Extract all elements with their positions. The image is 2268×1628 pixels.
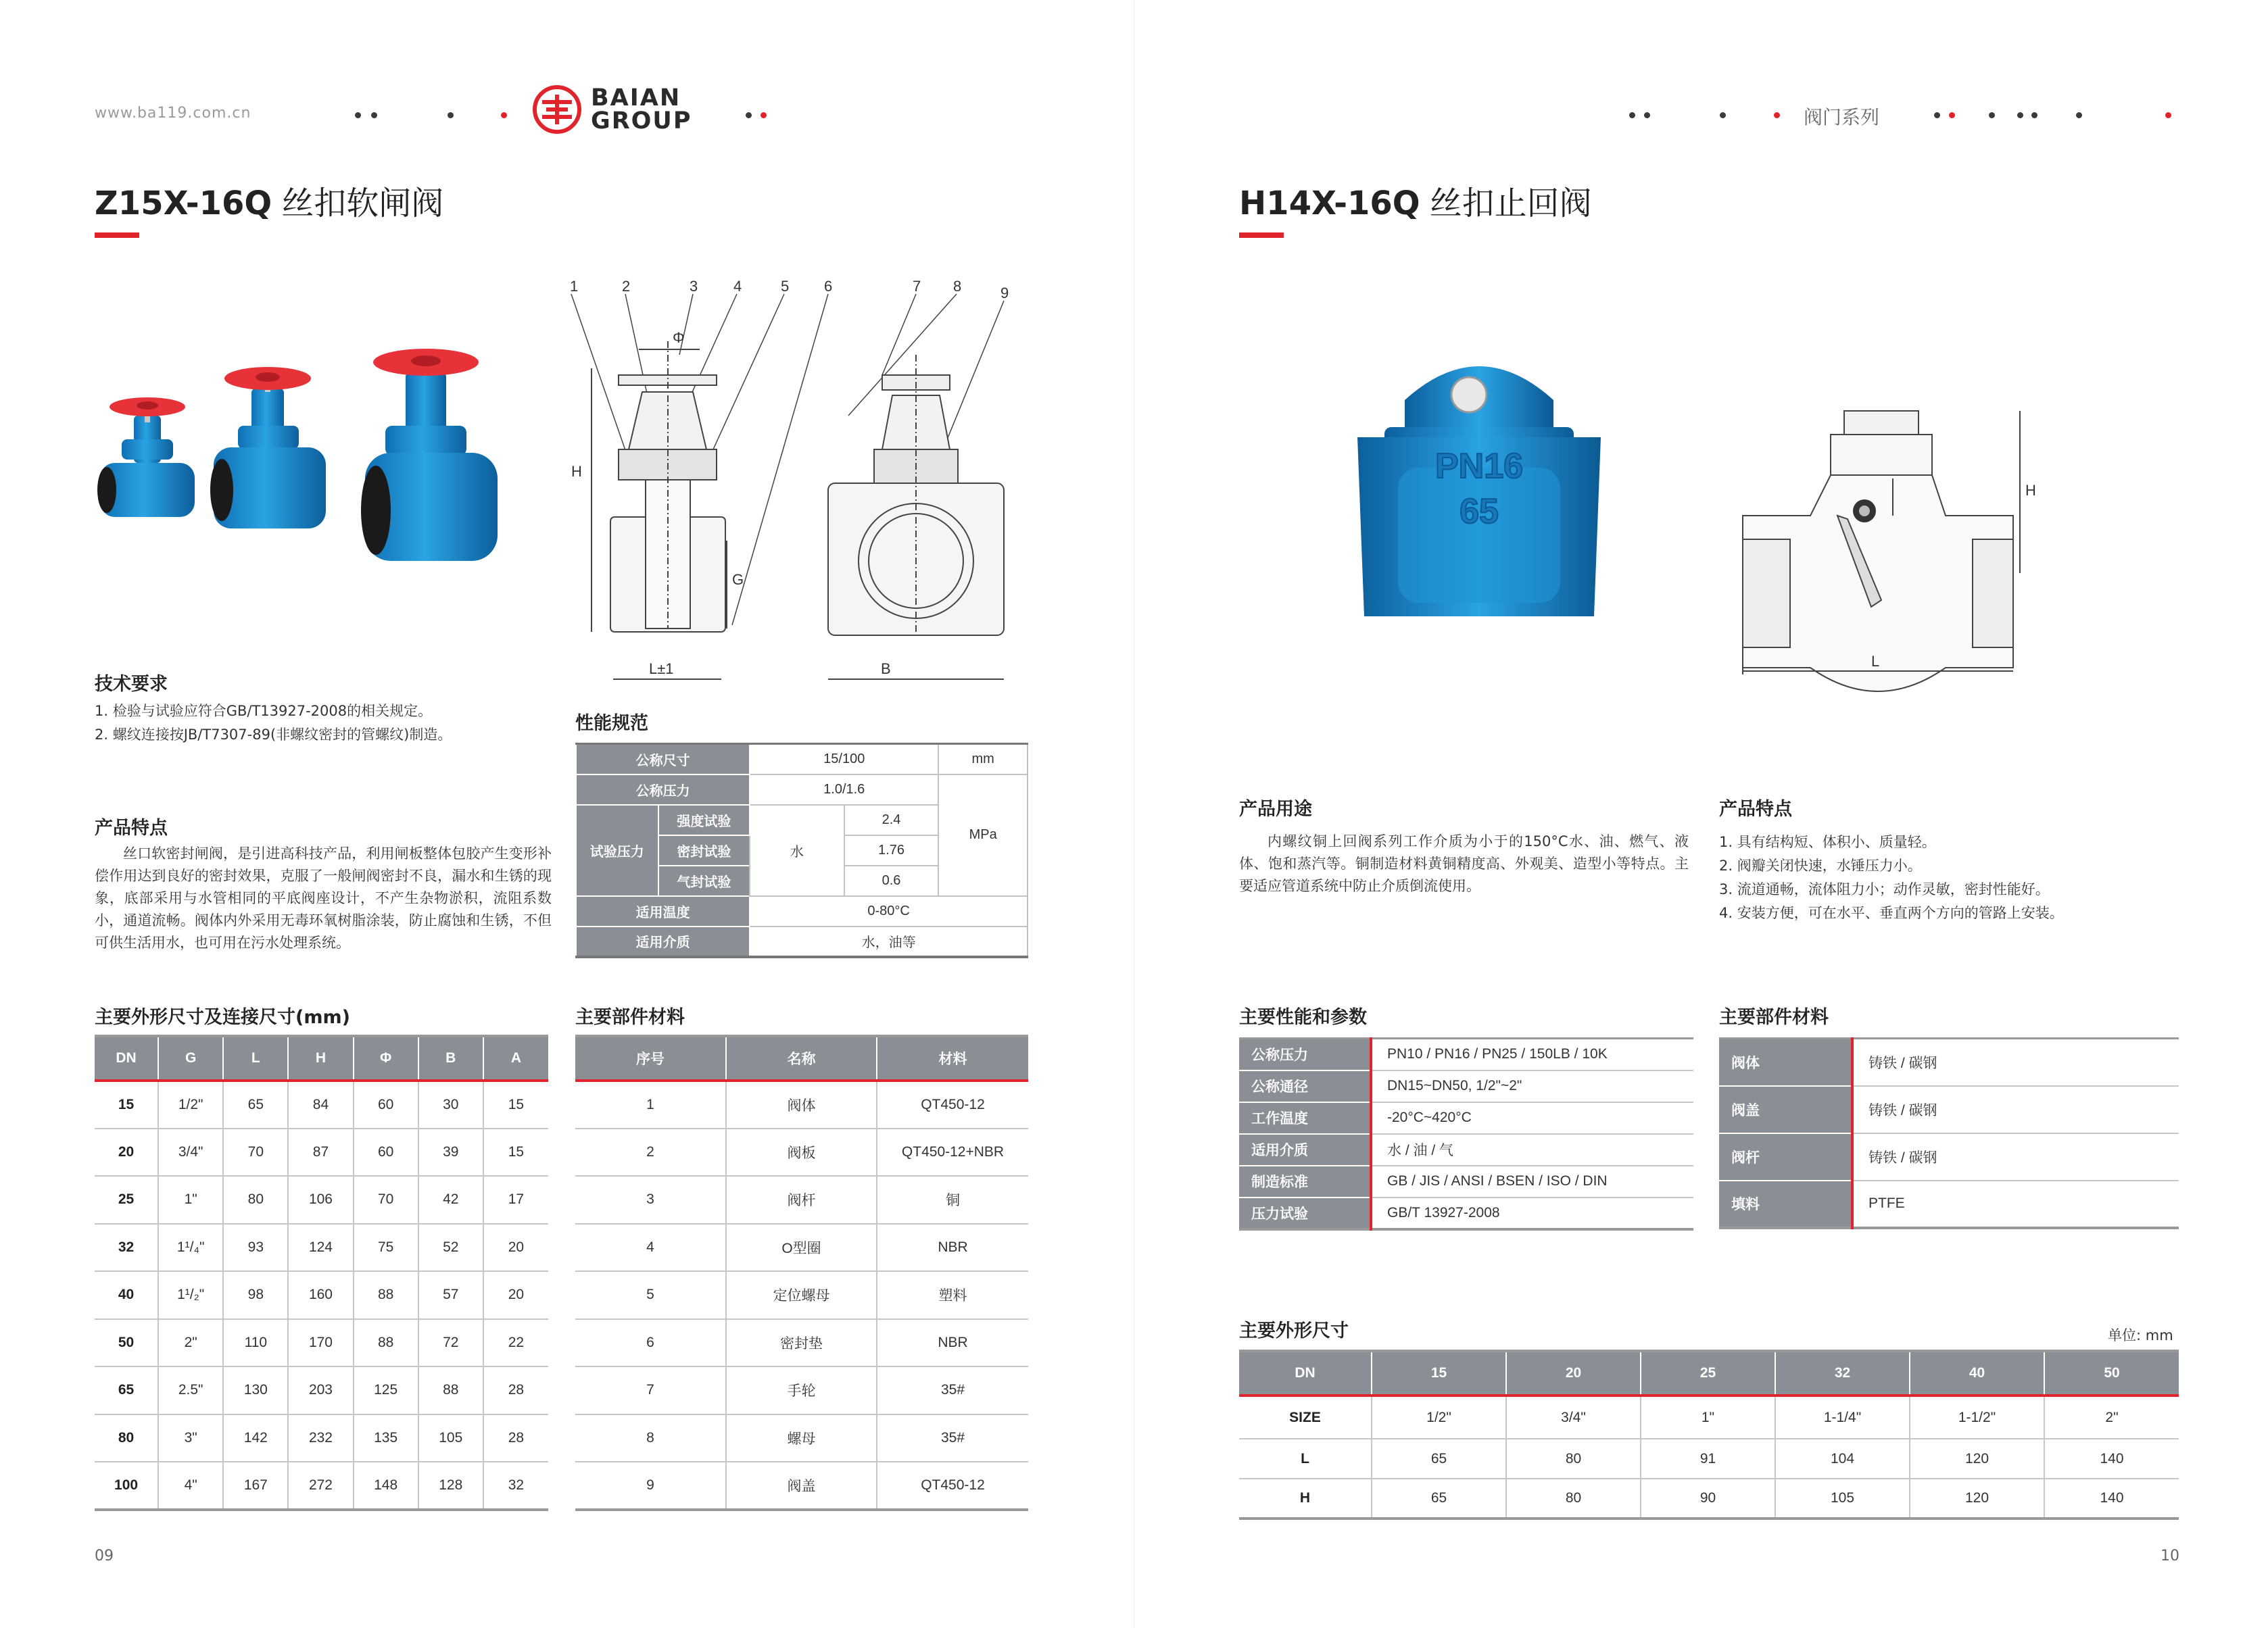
column-header: A	[483, 1036, 548, 1081]
air-test-value: 0.6	[844, 866, 939, 896]
table-row	[95, 1414, 548, 1462]
row-value: 水 / 油 / 气	[1371, 1134, 1693, 1166]
table-cell: 170	[288, 1319, 353, 1367]
table-row	[576, 744, 1028, 774]
baian-logo-icon	[533, 85, 581, 134]
table-cell: 40	[95, 1271, 158, 1319]
callout-5: 5	[781, 278, 790, 295]
table-row	[1719, 1039, 2179, 1086]
table-row	[1239, 1134, 1693, 1166]
callout-7: 7	[913, 278, 921, 295]
table-cell: 阀杆	[726, 1176, 877, 1224]
media-value: 水，油等	[750, 927, 1028, 957]
table-cell: 88	[354, 1271, 418, 1319]
table-cell: 阀盖	[726, 1462, 877, 1510]
row-value: 铸铁 / 碳钢	[1852, 1039, 2179, 1086]
callout-4: 4	[733, 278, 742, 295]
row-value: PN10 / PN16 / PN25 / 150LB / 10K	[1371, 1039, 1693, 1070]
table-cell: 15	[483, 1129, 548, 1177]
header-dot	[2165, 112, 2171, 118]
table-cell: 87	[288, 1129, 353, 1177]
table-cell: 70	[354, 1176, 418, 1224]
table-cell: 148	[354, 1462, 418, 1510]
header-dot	[2076, 112, 2082, 118]
gate-valve-small	[97, 397, 195, 517]
gate-valve-medium	[210, 367, 326, 528]
table-row	[1239, 1479, 2179, 1519]
table-cell: 1-1/4"	[1775, 1396, 1910, 1439]
nominal-size-value: 15/100	[750, 744, 938, 774]
temp-value: 0-80°C	[750, 896, 1028, 927]
column-header: DN	[1239, 1351, 1372, 1396]
tech-line: 2. 螺纹连接按JB/T7307-89(非螺纹密封的管螺纹)制造。	[95, 726, 452, 743]
table-cell: 塑料	[877, 1271, 1028, 1319]
column-header: 20	[1506, 1351, 1641, 1396]
table-cell: 50	[95, 1319, 158, 1367]
tech-list	[95, 699, 554, 747]
params-heading: 主要性能和参数	[1239, 1007, 1367, 1028]
table-cell: H	[1239, 1479, 1372, 1519]
table-cell: QT450-12	[921, 1477, 985, 1493]
table-cell: 32	[508, 1477, 525, 1493]
column-header: 15	[1372, 1351, 1506, 1396]
row-label: 压力试验	[1239, 1198, 1371, 1229]
table-cell: 60	[354, 1081, 418, 1129]
table-cell: 80	[1506, 1479, 1641, 1519]
dim-phi: Φ	[673, 329, 685, 346]
title-underline	[1239, 232, 1284, 238]
header-dot	[1934, 112, 1940, 118]
table-cell: 17	[483, 1176, 548, 1224]
dim-l: L±1	[649, 660, 674, 677]
right-page	[1134, 0, 2268, 1628]
row-label: 制造标准	[1239, 1166, 1371, 1198]
table-cell: 42	[418, 1176, 483, 1224]
brand-line1: BAIAN	[591, 84, 681, 112]
table-cell: 110	[223, 1319, 288, 1367]
usage-text: 内螺纹铜上回阀系列工作介质为小于的150°C水、油、燃气、液体、饱和蒸汽等。铜制造材料黄铜精度高、外观美、造型小等特点。主要适应管道系统中防止介质倒流使用。	[1239, 833, 1689, 894]
table-cell: 72	[418, 1319, 483, 1367]
table-cell: 120	[1910, 1439, 2044, 1479]
header-dot	[1989, 112, 1995, 118]
column-header: DN	[95, 1036, 158, 1081]
table-cell: 定位螺母	[726, 1271, 877, 1319]
temp-label: 适用温度	[576, 896, 750, 927]
table-cell: 28	[483, 1414, 548, 1462]
column-header: 名称	[726, 1036, 877, 1081]
table-cell: 128	[418, 1462, 483, 1510]
table-cell: 9	[575, 1462, 726, 1510]
table-cell: 93	[223, 1224, 288, 1272]
usage-heading: 产品用途	[1239, 799, 1312, 820]
table-cell: 124	[288, 1224, 353, 1272]
row-value: GB/T 13927-2008	[1387, 1204, 1500, 1220]
table-cell: NBR	[877, 1224, 1028, 1272]
header-dot	[1949, 112, 1955, 118]
header-dot	[501, 112, 507, 118]
nominal-size-unit: mm	[938, 744, 1028, 774]
table-cell: 39	[418, 1129, 483, 1177]
callout-8: 8	[953, 278, 962, 295]
dim-g: G	[732, 571, 744, 588]
callout-3: 3	[690, 278, 698, 295]
table-row	[575, 1414, 1028, 1462]
series-label[interactable]: 阀门系列	[1804, 106, 1880, 128]
nominal-pressure-label: 公称压力	[576, 774, 750, 805]
dimensions-table	[95, 1035, 548, 1511]
header-dot	[1644, 112, 1650, 118]
column-header: 32	[1775, 1351, 1910, 1396]
table-cell: 120	[1910, 1479, 2044, 1519]
table-row	[576, 927, 1028, 957]
dims-heading: 主要外形尺寸	[1239, 1321, 1349, 1341]
table-cell: 15	[483, 1081, 548, 1129]
table-cell: 32	[95, 1224, 158, 1272]
product-title	[95, 177, 443, 224]
website-url[interactable]: www.ba119.com.cn	[95, 105, 251, 122]
table-cell: O型圈	[726, 1224, 877, 1272]
table-cell: 60	[354, 1129, 418, 1177]
row-label: 工作温度	[1239, 1102, 1371, 1134]
table-row	[1239, 1039, 1693, 1070]
table-cell: QT450-12	[877, 1081, 1028, 1129]
gate-valve-drawing	[551, 274, 1024, 679]
table-cell: 4"	[158, 1462, 223, 1510]
table-cell: 84	[288, 1081, 353, 1129]
table-row	[576, 774, 1028, 805]
spec-heading: 性能规范	[575, 713, 648, 734]
title-model: H14X-16Q	[1239, 184, 1420, 222]
table-cell: 232	[288, 1414, 353, 1462]
table-cell: 35#	[877, 1366, 1028, 1414]
table-cell: SIZE	[1239, 1396, 1372, 1439]
table-cell: 1/2"	[1372, 1396, 1506, 1439]
table-cell: 88	[418, 1366, 483, 1414]
title-cn: 丝扣止回阀	[1429, 184, 1592, 222]
row-label: 阀盖	[1719, 1086, 1852, 1133]
table-cell: 272	[288, 1462, 353, 1510]
table-cell: 105	[1775, 1479, 1910, 1519]
table-cell: 75	[354, 1224, 418, 1272]
dim-l: L	[1871, 653, 1880, 670]
unit-label: 单位: mm	[2108, 1327, 2173, 1343]
parts-material-table	[575, 1035, 1028, 1511]
performance-spec-table	[575, 743, 1028, 958]
table-cell: 28	[483, 1366, 548, 1414]
product-title	[1239, 177, 1592, 224]
air-test-label: 气封试验	[658, 866, 750, 896]
table-row	[575, 1319, 1028, 1367]
table-cell: 3/4"	[1506, 1396, 1641, 1439]
table-cell: 15	[95, 1081, 158, 1129]
features-text: 丝口软密封闸阀，是引进高科技产品，利用闸板整体包胶产生变形补偿作用达到良好的密封效果，克服了一般闸阀密封不良，漏水和生锈的现象，底部采用与水管相同的平底阀座设计，不产生杂物淤积，流阻系数小，通道流畅。阀体内外采用无毒环氧树脂涂装，防止腐蚀和生锈，不但可供生活用水，也可用在污水处理系统。	[95, 845, 552, 951]
table-cell: 20	[95, 1129, 158, 1177]
table-cell: 3	[575, 1176, 726, 1224]
gate-valve-large	[361, 349, 498, 561]
table-cell: 65	[1372, 1479, 1506, 1519]
title-model: Z15X-16Q	[95, 184, 272, 222]
brand-logo	[533, 84, 729, 135]
table-row	[575, 1176, 1028, 1224]
table-cell: 1/2"	[158, 1081, 223, 1129]
params-table	[1239, 1037, 1693, 1231]
table-cell: 螺母	[726, 1414, 877, 1462]
tech-heading: 技术要求	[95, 674, 168, 695]
row-label: 阀体	[1719, 1039, 1852, 1086]
parts-heading: 主要部件材料	[575, 1007, 685, 1028]
feature-line: 3. 流道通畅，流体阻力小；动作灵敏，密封性能好。	[1719, 881, 2050, 897]
table-cell: 3"	[158, 1414, 223, 1462]
test-pressure-label: 试验压力	[576, 805, 658, 896]
table-cell: 104	[1775, 1439, 1910, 1479]
table-row	[575, 1129, 1028, 1177]
table-row	[95, 1176, 548, 1224]
table-header-row	[1239, 1351, 2179, 1396]
features-heading: 产品特点	[1719, 799, 1792, 820]
table-cell: 65	[223, 1081, 288, 1129]
table-cell: 20	[483, 1224, 548, 1272]
table-cell: 140	[2100, 1490, 2124, 1506]
table-cell: 35#	[877, 1414, 1028, 1462]
header-dot	[1720, 112, 1726, 118]
table-cell: 70	[223, 1129, 288, 1177]
row-label: 适用介质	[1239, 1134, 1371, 1166]
table-cell: 140	[2044, 1439, 2179, 1479]
callout-1: 1	[570, 278, 579, 295]
table-cell: 167	[223, 1462, 288, 1510]
column-header: L	[223, 1036, 288, 1081]
header-dot	[371, 112, 377, 118]
page-number: 09	[95, 1548, 114, 1564]
table-cell: 1-1/2"	[1910, 1396, 2044, 1439]
table-row	[575, 1271, 1028, 1319]
callout-2: 2	[622, 278, 631, 295]
table-row	[1239, 1439, 2179, 1479]
table-row	[575, 1366, 1028, 1414]
table-cell: 57	[418, 1271, 483, 1319]
title-cn: 丝扣软闸阀	[281, 184, 444, 222]
table-cell: 2.5"	[158, 1366, 223, 1414]
table-cell: 2"	[158, 1319, 223, 1367]
features-heading: 产品特点	[95, 818, 168, 839]
row-label: 填料	[1719, 1181, 1852, 1228]
table-cell: 铜	[877, 1176, 1028, 1224]
column-header: Φ	[354, 1036, 418, 1081]
table-row	[95, 1129, 548, 1177]
parts-heading: 主要部件材料	[1719, 1007, 1829, 1028]
callout-9: 9	[1000, 285, 1009, 301]
table-row	[1239, 1396, 2179, 1439]
strength-test-value: 2.4	[844, 805, 939, 835]
table-cell: 80	[223, 1176, 288, 1224]
table-cell: 100	[95, 1462, 158, 1510]
table-cell: 3/4"	[158, 1129, 223, 1177]
feature-line: 1. 具有结构短、体积小、质量轻。	[1719, 834, 1936, 850]
table-row	[95, 1366, 548, 1414]
column-header: G	[158, 1036, 223, 1081]
table-cell: 30	[418, 1081, 483, 1129]
row-value: -20°C~420°C	[1371, 1102, 1693, 1134]
table-cell: 65	[95, 1366, 158, 1414]
table-cell: 105	[418, 1414, 483, 1462]
table-row	[95, 1462, 548, 1510]
table-row	[576, 896, 1028, 927]
header-dot	[448, 112, 454, 118]
header-dot	[1629, 112, 1635, 118]
table-cell: 7	[575, 1366, 726, 1414]
gate-valve-photos	[88, 351, 561, 574]
table-cell: 88	[354, 1319, 418, 1367]
seal-test-value: 1.76	[844, 835, 939, 866]
table-cell: 手轮	[726, 1366, 877, 1414]
row-label: 公称通径	[1239, 1070, 1371, 1102]
test-medium: 水	[750, 805, 844, 896]
row-label: 公称压力	[1239, 1039, 1371, 1070]
table-cell: 203	[288, 1366, 353, 1414]
row-value: GB / JIS / ANSI / BSEN / ISO / DIN	[1371, 1166, 1693, 1198]
table-cell: 4	[575, 1224, 726, 1272]
table-cell: 52	[418, 1224, 483, 1272]
table-cell: 130	[223, 1366, 288, 1414]
features-list	[1719, 831, 2179, 925]
table-cell: 6	[575, 1319, 726, 1367]
table-cell: 80	[95, 1414, 158, 1462]
header-dot	[761, 112, 767, 118]
table-row	[575, 1462, 1028, 1510]
table-row	[95, 1081, 548, 1129]
title-underline	[95, 232, 139, 238]
table-cell: 90	[1641, 1479, 1775, 1519]
column-header: 40	[1910, 1351, 2044, 1396]
table-cell: 22	[483, 1319, 548, 1367]
check-valve-drawing	[1736, 397, 2036, 681]
table-row	[1239, 1166, 1693, 1198]
column-header: 25	[1641, 1351, 1775, 1396]
header-dot	[746, 112, 752, 118]
callout-6: 6	[824, 278, 833, 295]
table-cell: 阀板	[726, 1129, 877, 1177]
table-row	[1239, 1070, 1693, 1102]
table-cell: 阀体	[726, 1081, 877, 1129]
row-value: DN15~DN50, 1/2"~2"	[1371, 1070, 1693, 1102]
header-dot	[2031, 112, 2037, 118]
table-cell: 135	[354, 1414, 418, 1462]
table-row	[1719, 1181, 2179, 1228]
row-value: PTFE	[1868, 1195, 1905, 1211]
table-cell: 98	[223, 1271, 288, 1319]
table-row	[575, 1081, 1028, 1129]
table-cell: 142	[223, 1414, 288, 1462]
parts-material-table	[1719, 1037, 2179, 1229]
table-cell: 160	[288, 1271, 353, 1319]
dimensions-table	[1239, 1350, 2179, 1520]
dim-h: H	[571, 463, 582, 480]
table-cell: 91	[1641, 1439, 1775, 1479]
dim-h: H	[2025, 482, 2036, 499]
seal-test-label: 密封试验	[658, 835, 750, 866]
row-label: 阀杆	[1719, 1133, 1852, 1181]
table-row	[1719, 1086, 2179, 1133]
column-header: 材料	[877, 1036, 1028, 1081]
pressure-unit: MPa	[938, 774, 1028, 896]
row-value: 铸铁 / 碳钢	[1852, 1133, 2179, 1181]
table-cell: 5	[575, 1271, 726, 1319]
table-cell: 1"	[1641, 1396, 1775, 1439]
table-cell: NBR	[877, 1319, 1028, 1367]
table-row	[1239, 1198, 1693, 1229]
header-dot	[2017, 112, 2023, 118]
table-row	[95, 1271, 548, 1319]
table-cell: 1¹/₄"	[158, 1224, 223, 1272]
nominal-pressure-value: 1.0/1.6	[750, 774, 938, 805]
table-cell: 密封垫	[726, 1319, 877, 1367]
table-header-row	[95, 1036, 548, 1081]
table-cell: 125	[354, 1366, 418, 1414]
feature-line: 2. 阀瓣关闭快速，水锤压力小。	[1719, 858, 1922, 874]
column-header: 50	[2044, 1351, 2179, 1396]
media-label: 适用介质	[576, 927, 750, 957]
table-header-row	[575, 1036, 1028, 1081]
table-cell: 20	[483, 1271, 548, 1319]
header-dot	[355, 112, 361, 118]
strength-test-label: 强度试验	[658, 805, 750, 835]
table-cell: 2	[575, 1129, 726, 1177]
column-header: H	[288, 1036, 353, 1081]
table-cell: 1	[575, 1081, 726, 1129]
nominal-size-label: 公称尺寸	[576, 744, 750, 774]
table-cell: QT450-12+NBR	[877, 1129, 1028, 1177]
brand-line2: GROUP	[591, 107, 692, 134]
row-value: 铸铁 / 碳钢	[1852, 1086, 2179, 1133]
cast-65: 65	[1459, 492, 1499, 531]
table-cell: 2"	[2044, 1396, 2179, 1439]
table-row	[95, 1224, 548, 1272]
table-cell: 1¹/₂"	[158, 1271, 223, 1319]
table-cell: 65	[1372, 1439, 1506, 1479]
table-cell: 80	[1506, 1439, 1641, 1479]
column-header: 序号	[575, 1036, 726, 1081]
dim-b: B	[881, 660, 891, 677]
check-valve-photo	[1344, 346, 1614, 637]
table-row	[1719, 1133, 2179, 1181]
column-header: B	[418, 1036, 483, 1081]
header-dot	[1774, 112, 1780, 118]
cast-pn16: PN16	[1434, 447, 1524, 486]
table-cell: L	[1239, 1439, 1372, 1479]
table-cell: 106	[288, 1176, 353, 1224]
feature-line: 4. 安装方便，可在水平、垂直两个方向的管路上安装。	[1719, 905, 2064, 921]
tech-line: 1. 检验与试验应符合GB/T13927-2008的相关规定。	[95, 703, 433, 719]
dims-heading: 主要外形尺寸及连接尺寸(mm)	[95, 1007, 350, 1028]
page-number: 10	[2161, 1548, 2179, 1564]
table-cell: 1"	[158, 1176, 223, 1224]
table-cell: 25	[95, 1176, 158, 1224]
table-row	[575, 1224, 1028, 1272]
table-row	[95, 1319, 548, 1367]
table-cell: 8	[575, 1414, 726, 1462]
table-row	[1239, 1102, 1693, 1134]
